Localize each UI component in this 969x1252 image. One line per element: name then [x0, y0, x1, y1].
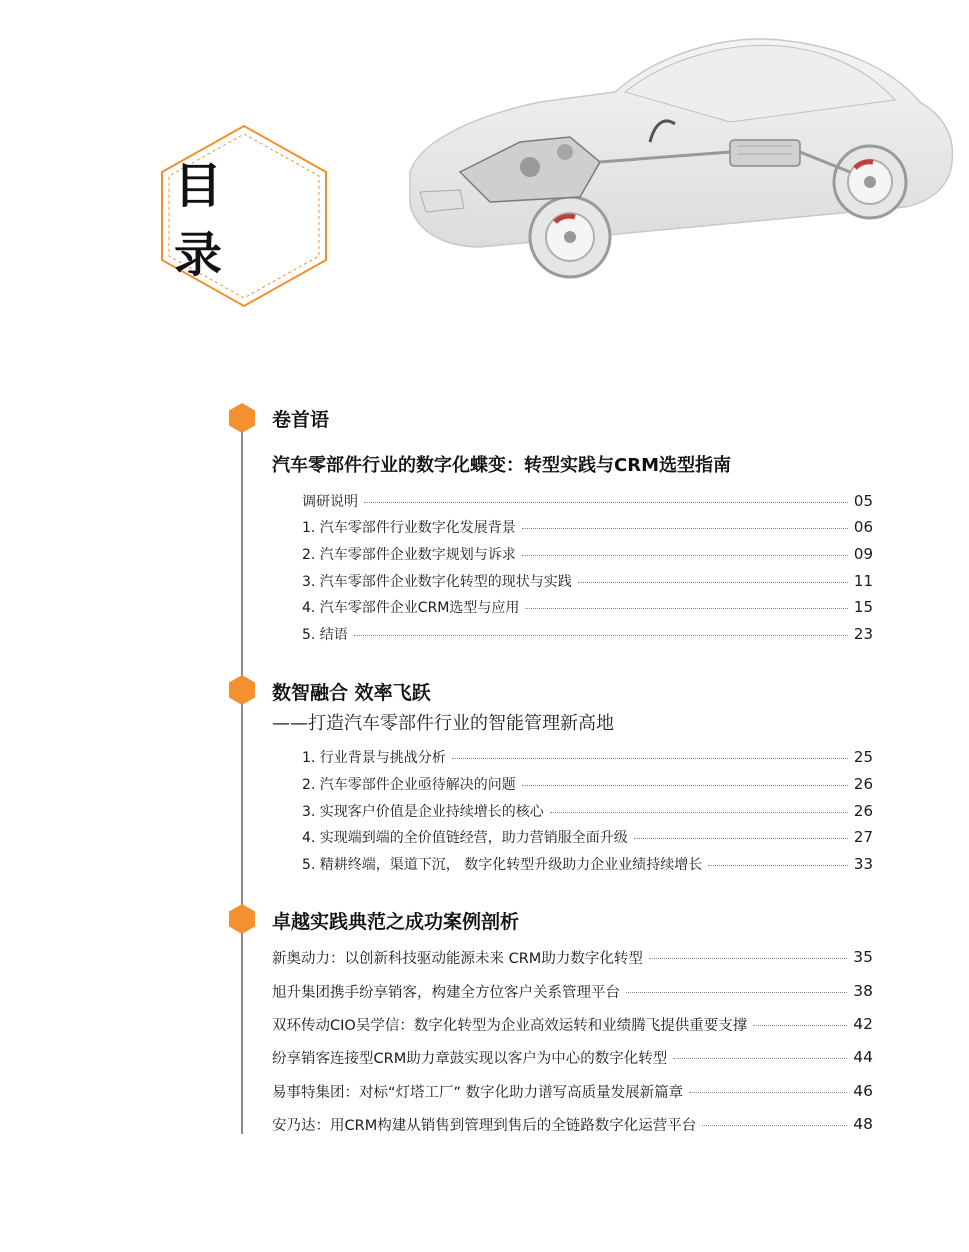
section-2-hexagon-icon: [228, 674, 256, 706]
timeline-line: [241, 412, 243, 1134]
toc-entry-page: 38: [853, 982, 873, 1000]
toc-entry[interactable]: [302, 801, 873, 821]
toc-entry-page: 25: [853, 748, 873, 766]
dot-leader: [452, 758, 848, 759]
toc-entry-page: 15: [853, 598, 873, 616]
toc-entry[interactable]: [302, 491, 873, 511]
toc-entry-label: 调研说明: [302, 494, 358, 510]
toc-entry[interactable]: [302, 597, 873, 617]
dot-leader: [354, 635, 848, 636]
toc-entry-page: 27: [853, 828, 873, 846]
dot-leader: [753, 1025, 847, 1026]
toc-entry-page: 48: [853, 1115, 873, 1133]
toc-entry[interactable]: [272, 981, 873, 1001]
section-3-title: 卓越实践典范之成功案例剖析: [272, 911, 520, 933]
toc-entry[interactable]: [302, 544, 873, 564]
section-1-title: 卷首语: [272, 409, 330, 431]
toc-entry-label: 安乃达：用CRM构建从销售到管理到售后的全链路数字化运营平台: [272, 1117, 697, 1134]
toc-entry-page: 23: [853, 625, 873, 643]
toc-entry-label: 纷享销客连接型CRM助力章鼓实现以客户为中心的数字化转型: [272, 1050, 668, 1067]
dot-leader: [708, 865, 848, 866]
toc-entry-page: 26: [853, 802, 873, 820]
car-illustration: [400, 22, 960, 292]
dot-leader: [634, 838, 848, 839]
toc-entry-label: 旭升集团携手纷享销客，构建全方位客户关系管理平台: [272, 984, 620, 1001]
toc-entry[interactable]: [272, 1081, 873, 1101]
toc-entry[interactable]: [272, 1047, 873, 1067]
toc-entry-page: 35: [853, 948, 873, 966]
dot-leader: [626, 992, 847, 993]
toc-entry-label: 4. 实现端到端的全价值链经营，助力营销服全面升级: [302, 830, 628, 846]
section-2-title: 数智融合 效率飞跃: [272, 682, 431, 704]
toc-entry-page: 06: [853, 518, 873, 536]
toc-entry-label: 3. 汽车零部件企业数字化转型的现状与实践: [302, 574, 572, 590]
toc-entry-label: 易事特集团：对标“灯塔工厂” 数字化助力谱写高质量发展新篇章: [272, 1084, 684, 1101]
section-1-subtitle: 汽车零部件行业的数字化蝶变：转型实践与CRM选型指南: [272, 455, 731, 476]
toc-entry-label: 双环传动CIO吴学信：数字化转型为企业高效运转和业绩腾飞提供重要支撑: [272, 1017, 748, 1034]
toc-entry-label: 1. 行业背景与挑战分析: [302, 750, 446, 766]
toc-entry-page: 44: [853, 1048, 873, 1066]
dot-leader: [550, 812, 848, 813]
toc-entry[interactable]: [302, 774, 873, 794]
toc-entry-page: 33: [853, 855, 873, 873]
toc-entry[interactable]: [302, 854, 873, 874]
toc-entry-label: 5. 精耕终端，渠道下沉， 数字化转型升级助力企业业绩持续增长: [302, 857, 703, 873]
toc-entry[interactable]: [272, 947, 873, 967]
toc-entry-page: 46: [853, 1082, 873, 1100]
toc-entry[interactable]: [302, 747, 873, 767]
dot-leader: [522, 555, 848, 556]
toc-entry-page: 42: [853, 1015, 873, 1033]
toc-entry-label: 5. 结语: [302, 627, 348, 643]
toc-entry-label: 1. 汽车零部件行业数字化发展背景: [302, 520, 516, 536]
toc-entry-page: 11: [853, 572, 873, 590]
toc-entry-label: 3. 实现客户价值是企业持续增长的核心: [302, 804, 544, 820]
toc-entry[interactable]: [302, 827, 873, 847]
toc-entry-page: 05: [853, 492, 873, 510]
dot-leader: [522, 785, 848, 786]
toc-entry-page: 09: [853, 545, 873, 563]
dot-leader: [364, 502, 848, 503]
toc-entry[interactable]: [272, 1114, 873, 1134]
toc-entry-label: 新奥动力：以创新科技驱动能源未来 CRM助力数字化转型: [272, 950, 643, 967]
dot-leader: [702, 1125, 847, 1126]
toc-entry[interactable]: [302, 571, 873, 591]
dot-leader: [673, 1058, 847, 1059]
section-2-subtitle: ——打造汽车零部件行业的智能管理新高地: [272, 713, 614, 734]
dot-leader: [525, 608, 848, 609]
section-1-hexagon-icon: [228, 402, 256, 434]
toc-entry-label: 2. 汽车零部件企业亟待解决的问题: [302, 777, 516, 793]
page-title: 目 录: [174, 158, 241, 283]
toc-entry-label: 4. 汽车零部件企业CRM选型与应用: [302, 600, 520, 616]
toc-entry-label: 2. 汽车零部件企业数字规划与诉求: [302, 547, 516, 563]
dot-leader: [689, 1092, 847, 1093]
dot-leader: [578, 582, 848, 583]
toc-entry[interactable]: [272, 1014, 873, 1034]
dot-leader: [522, 528, 848, 529]
section-3-hexagon-icon: [228, 903, 256, 935]
toc-entry[interactable]: [302, 624, 873, 644]
toc-entry-page: 26: [853, 775, 873, 793]
dot-leader: [649, 958, 847, 959]
toc-entry[interactable]: [302, 517, 873, 537]
